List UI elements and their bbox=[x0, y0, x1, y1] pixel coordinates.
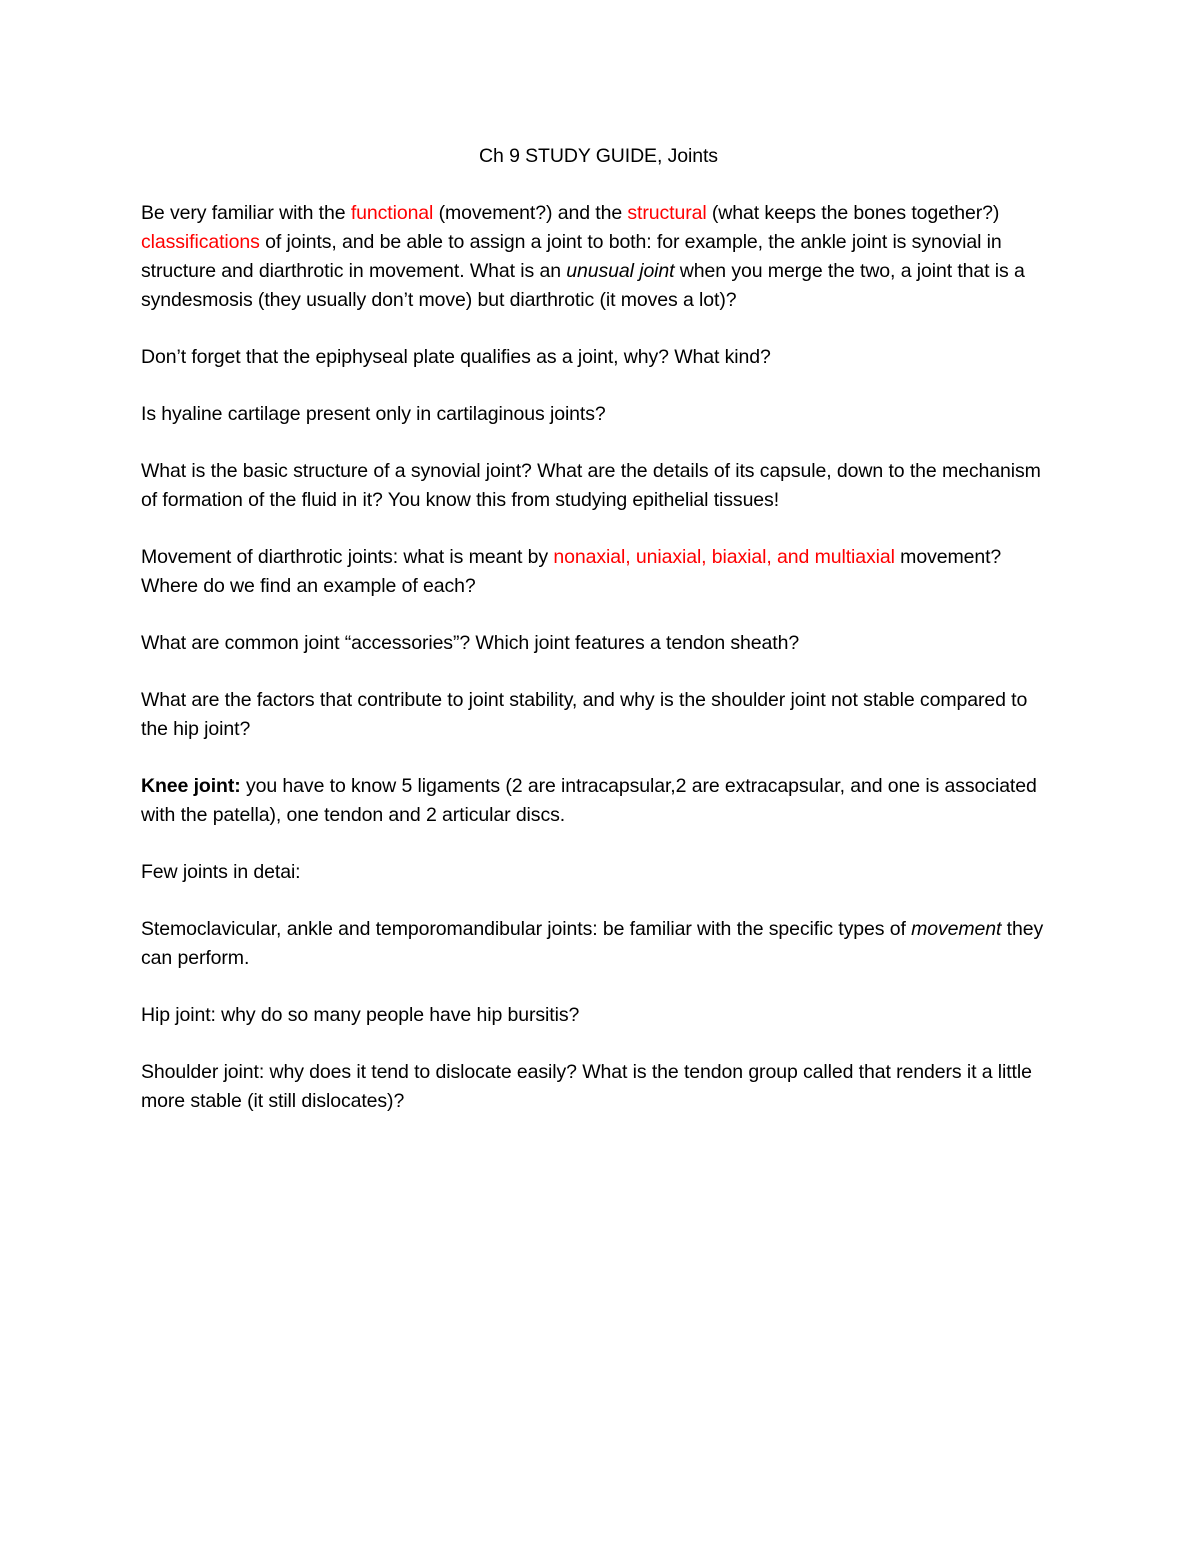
paragraph-few-joints: Few joints in detai: bbox=[141, 861, 301, 883]
highlight-structural: structural bbox=[627, 202, 707, 224]
highlight-functional: functional bbox=[350, 202, 434, 224]
text-run: (what keeps the bones together?) bbox=[706, 202, 1000, 224]
highlight-axial-movements: nonaxial, uniaxial, biaxial, and multiaxial bbox=[553, 546, 895, 568]
paragraph-diarthrotic-movement bbox=[141, 543, 1056, 601]
paragraph-joint-accessories: What are common joint “accessories”? Which joint features a tendon sheath? bbox=[141, 632, 800, 654]
bold-knee-joint: Knee joint: bbox=[141, 775, 241, 797]
paragraph-joint-stability: What are the factors that contribute to joint stability, and why is the shoulder joint not stable compared to the hip joint? bbox=[141, 689, 1028, 740]
paragraph-hip-joint: Hip joint: why do so many people have hip bursitis? bbox=[141, 1004, 580, 1026]
paragraph-epiphyseal-plate: Don’t forget that the epiphyseal plate qualifies as a joint, why? What kind? bbox=[141, 346, 771, 368]
paragraph-synovial-joint: What is the basic structure of a synovial joint? What are the details of its capsule, down to the mechanism of formation of the fluid in it? You know this from studying epithelial tissues! bbox=[141, 460, 1041, 511]
page-title: Ch 9 STUDY GUIDE, Joints bbox=[479, 145, 718, 167]
text-run: Movement of diarthrotic joints: what is meant by bbox=[141, 546, 554, 568]
text-run: you have to know 5 ligaments (2 are intracapsular,2 are extracapsular, and one is associated with the patella), one tendon and 2 articular discs. bbox=[141, 775, 1037, 826]
text-run: they can perform. bbox=[141, 918, 1044, 969]
italic-unusual-joint: unusual joint bbox=[566, 260, 675, 282]
paragraph-sternoclavicular bbox=[141, 915, 1056, 973]
text-run: movement? Where do we find an example of each? bbox=[141, 546, 1002, 597]
text-run: of joints, and be able to assign a joint to both: for example, the ankle joint is synovial in structure and diarthrotic in movement. What is an bbox=[141, 231, 1002, 282]
text-run: Stemoclavicular, ankle and temporomandibular joints: be familiar with the specific types of bbox=[141, 918, 912, 940]
paragraph-classifications bbox=[141, 199, 1056, 315]
highlight-classifications: classifications bbox=[141, 231, 260, 253]
paragraph-hyaline-cartilage: Is hyaline cartilage present only in cartilaginous joints? bbox=[141, 403, 606, 425]
document-body bbox=[141, 142, 1056, 1144]
italic-movement: movement bbox=[911, 918, 1002, 940]
paragraph-knee-joint bbox=[141, 772, 1056, 830]
text-run: Be very familiar with the bbox=[141, 202, 351, 224]
text-run: when you merge the two, a joint that is a syndesmosis (they usually don’t move) but diarthrotic (it moves a lot)? bbox=[141, 260, 1025, 311]
paragraph-shoulder-joint: Shoulder joint: why does it tend to dislocate easily? What is the tendon group called that renders it a little more stable (it still dislocates)? bbox=[141, 1061, 1032, 1112]
text-run: (movement?) and the bbox=[433, 202, 628, 224]
